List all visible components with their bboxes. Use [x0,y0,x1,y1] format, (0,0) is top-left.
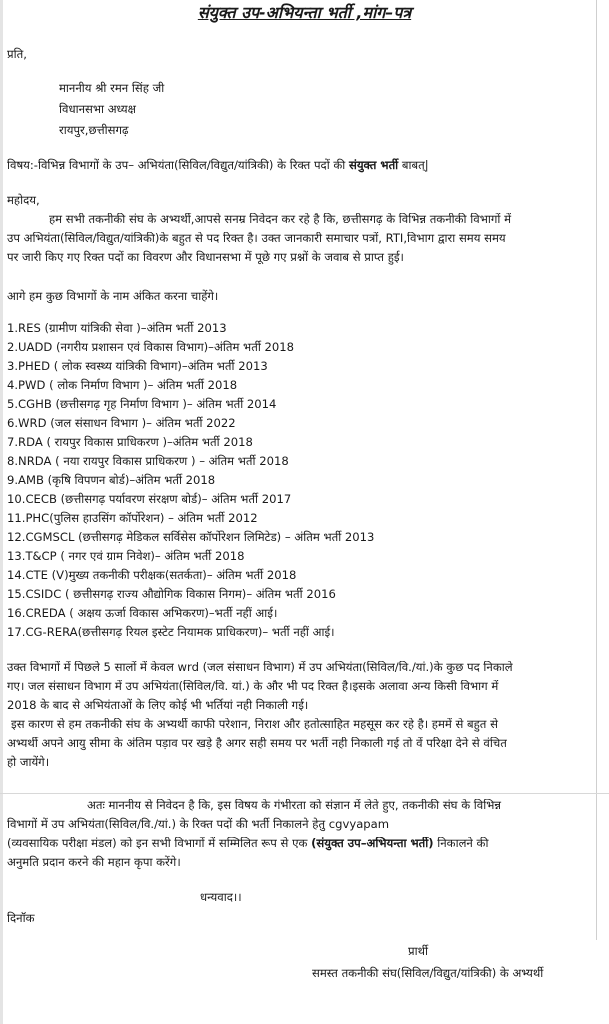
subject-line [7,159,429,173]
left-edge-shadow [0,0,3,1024]
list-item: 15.CSIDC ( छत्तीसगढ़ राज्य औद्योगिक विकास निगम)– अंतिम भर्ती 2016 [7,587,336,601]
list-item: 3.PHED ( लोक स्वस्थ्य यांत्रिकी विभाग)–अंतिम भर्ती 2013 [7,359,268,373]
letter-title: संयुक्त उप-अभियन्ता भर्ती ,मांग–पत्र [197,3,412,22]
intro-line-3: पर जारी किए गए रिक्त पदों का विवरण और विधानसभा में पूछे गए प्रश्नों के जवाब से प्राप्त हुई। [7,250,404,264]
request-line-3-prefix: (व्यवसायिक परीक्षा मंडल) को इन सभी विभागों में सम्मिलित रूप से एक [7,837,312,850]
body-line-5: अभ्यर्थी अपने आयु सीमा के अंतिम पड़ाव पर खड़े है अगर सही समय पर भर्ती नही निकाली गई तो वें परिक्षा देने से वंचित [7,737,507,750]
signature-line: समस्त तकनीकी संघ(सिविल/विद्युत/यांत्रिकी) के अभ्यर्थी [312,966,544,980]
section-divider [0,793,609,794]
list-item: 4.PWD ( लोक निर्माण विभाग )– अंतिम भर्ती 2018 [7,378,238,392]
addressee-designation: विधानसभा अध्यक्ष [59,102,136,116]
request-line-3-bold: (संयुक्त उप–अभियन्ता भर्ती) [311,837,434,850]
list-item: 1.RES (ग्रामीण यांत्रिकी सेवा )–अंतिम भर्ती 2013 [7,321,227,335]
list-item: 16.CREDA ( अक्षय ऊर्जा विकास अभिकरण)–भर्ती नहीं आई। [7,606,278,620]
body-line-4: इस कारण से हम तकनीकी संघ के अभ्यर्थी काफी परेशान, निराश और हतोत्साहित महसूस कर रहे है। हममें से बहुत से [11,718,498,731]
right-border-line [596,0,597,940]
request-line-1: अतः माननीय से निवेदन है कि, इस विषय के गंभीरता को संज्ञान में लेते हुए, तकनीकी संघ के विभिन्न [87,799,502,812]
list-item: 9.AMB (कृषि विपणन बोर्ड)–अंतिम भर्ती 2018 [7,473,216,487]
list-item: 12.CGMSCL (छत्तीसगढ़ मेडिकल सर्विसेस कॉर्पोरेशन लिमिटेड) – अंतिम भर्ती 2013 [7,530,375,544]
addressee-name: माननीय श्री रमन सिंह जी [59,81,165,95]
request-line-2: विभागों में उप अभियंता(सिविल/वि./यां.) के रिक्त पदों की भर्ती निकालने हेतु cgvyapam [7,817,390,831]
body-line-1: उक्त विभागों में पिछले 5 सालों में केवल wrd (जल संसाधन विभाग) में उप अभियंता(सिविल/वि./यां.)के कुछ पद निकाले [7,661,513,674]
list-item: 17.CG-RERA(छत्तीसगढ़ रियल इस्टेट नियामक प्राधिकरण)– भर्ती नहीं आई। [7,625,335,639]
body-line-2: गए। जल संसाधन विभाग में उप अभियंता(सिविल/वि. यां.) के और भी पद रिक्त है।इसके अलावा अन्य किसी विभाग में [7,680,499,693]
greeting: महोदय, [7,193,40,207]
intro-line-2: उप अभियंता(सिविल/विद्युत/यांत्रिकी)के बहुत से पद रिक्त है। उक्त जानकारी समाचार पत्रों, RTI,विभाग द्वारा समय समय [7,232,506,245]
request-line-4: अनुमति प्रदान करने की महान कृपा करेंगे। [7,855,181,869]
list-intro: आगे हम कुछ विभागों के नाम अंकित करना चाहेंगे। [7,289,219,303]
request-line-3-suffix: निकालने की [433,837,489,850]
body-line-6: हो जायेंगे। [7,755,50,769]
subject-prefix: विषय:-विभिन्न विभागों के उप– अभियंता(सिविल/विद्युत/यांत्रिकी) के रिक्त पदों की [7,158,349,172]
body-line-3: 2018 के बाद से अभियंताओं के लिए कोई भी भर्तियां नही निकाली गई। [7,698,309,712]
list-item: 13.T&CP ( नगर एवं ग्राम निवेश)– अंतिम भर्ती 2018 [7,549,245,563]
addressee-place: रायपुर,छत्तीसगढ़ [59,123,129,137]
list-item: 5.CGHB (छत्तीसगढ़ गृह निर्माण विभाग )– अंतिम भर्ती 2014 [7,397,277,411]
date-label: दिनॉक [7,911,35,925]
list-item: 2.UADD (नगरीय प्रशासन एवं विकास विभाग)–अंतिम भर्ती 2018 [7,340,295,354]
intro-line-1: हम सभी तकनीकी संघ के अभ्यर्थी,आपसे सनम्र निवेदन कर रहे है कि, छत्तीसगढ़ के विभिन्न तकनीकी विभागों में [49,213,511,226]
applicant-label: प्रार्थी [408,944,429,958]
list-item: 11.PHC(पुलिस हाउसिंग कॉर्पोरेशन) – अंतिम भर्ती 2012 [7,511,258,525]
list-item: 8.NRDA ( नया रायपुर विकास प्राधिकरण ) – अंतिम भर्ती 2018 [7,454,289,468]
list-item: 7.RDA ( रायपुर विकास प्राधिकरण )–अंतिम भर्ती 2018 [7,435,253,449]
list-item: 6.WRD (जल संसाधन विभाग )– अंतिम भर्ती 2022 [7,416,236,430]
subject-bold: संयुक्त भर्ती [349,158,399,172]
salutation: प्रति, [7,47,27,61]
subject-suffix: बाबत्| [398,158,429,172]
thanks-text: धन्यवाद।। [200,890,242,904]
request-line-3 [7,837,596,851]
list-item: 14.CTE (V)मुख्य तकनीकी परीक्षक(सतर्कता)– अंतिम भर्ती 2018 [7,568,297,582]
list-item: 10.CECB (छत्तीसगढ़ पर्यावरण संरक्षण बोर्ड)– अंतिम भर्ती 2017 [7,492,292,506]
